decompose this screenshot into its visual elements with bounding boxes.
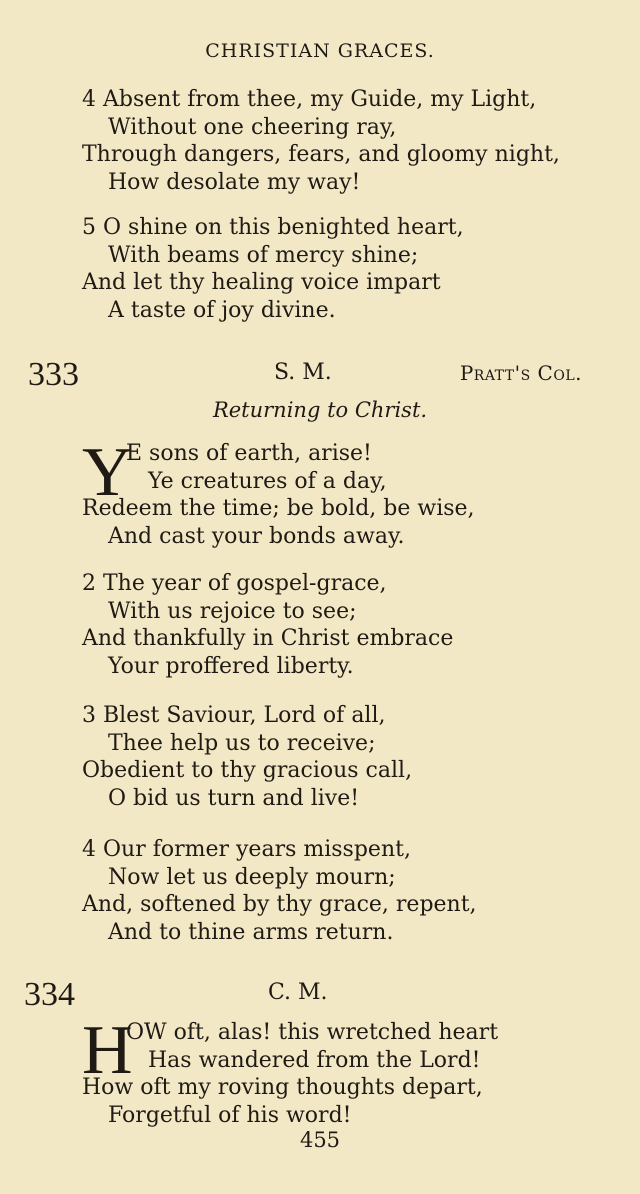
stanza-line: Has wandered from the Lord! (148, 1047, 481, 1073)
hymn-333-stanza-1 (82, 434, 602, 550)
page-number: 455 (299, 1128, 341, 1152)
stanza-line: And cast your bonds away. (108, 523, 405, 549)
stanza-line: Obedient to thy gracious call, (82, 758, 413, 783)
stanza-line: 4 Our former years misspent, (82, 837, 411, 862)
drop-cap: H (82, 1012, 133, 1089)
stanza-line: O bid us turn and live! (108, 785, 360, 811)
stanza-line: 5 O shine on this benighted heart, (82, 215, 464, 240)
stanza-line: Without one cheering ray, (108, 114, 397, 140)
hymn-number: 333 (28, 356, 79, 393)
stanza-line: E sons of earth, arise! (126, 441, 372, 466)
stanza-line: And thankfully in Christ embrace (82, 626, 454, 651)
stanza-5-continued (82, 214, 602, 324)
hymn-333-heading (0, 356, 640, 396)
stanza-line: 2 The year of gospel-grace, (82, 571, 387, 596)
stanza-line: How oft my roving thoughts depart, (82, 1075, 483, 1100)
stanza-line: OW oft, alas! this wretched heart (126, 1020, 499, 1045)
hymn-334-heading (0, 976, 640, 1016)
hymn-title: Returning to Christ. (212, 398, 428, 422)
stanza-4-continued (82, 86, 602, 196)
hymn-333-stanza-4 (82, 836, 602, 946)
hymn-334-stanza-1 (82, 1019, 602, 1129)
hymn-meter: C. M. (268, 980, 328, 1005)
hymn-meter: S. M. (274, 360, 332, 385)
hymn-333-stanza-2 (82, 570, 602, 680)
stanza-line: And let thy healing voice impart (82, 270, 441, 295)
stanza-line: Through dangers, fears, and gloomy night, (82, 142, 560, 167)
stanza-line: Redeem the time; be bold, be wise, (82, 496, 475, 521)
stanza-line: And to thine arms return. (108, 919, 394, 945)
stanza-line: With beams of mercy shine; (108, 242, 419, 268)
stanza-line: 4 Absent from thee, my Guide, my Light, (82, 87, 537, 112)
stanza-line: With us rejoice to see; (108, 598, 357, 624)
stanza-line: A taste of joy divine. (108, 297, 336, 323)
stanza-line: Now let us deeply mourn; (108, 864, 396, 890)
drop-cap: Y (82, 434, 133, 511)
stanza-line: Forgetful of his word! (108, 1102, 352, 1128)
stanza-line: Thee help us to receive; (108, 730, 376, 756)
hymn-tune: Pratt's Col. (459, 361, 582, 385)
stanza-line: Ye creatures of a day, (148, 468, 387, 494)
stanza-line: 3 Blest Saviour, Lord of all, (82, 703, 386, 728)
stanza-line: Your proffered liberty. (108, 653, 354, 679)
stanza-line: How desolate my way! (108, 169, 361, 195)
hymn-number: 334 (24, 976, 75, 1013)
stanza-line: And, softened by thy grace, repent, (82, 892, 477, 917)
hymn-333-stanza-3 (82, 702, 602, 812)
running-header: CHRISTIAN GRACES. (205, 40, 435, 62)
